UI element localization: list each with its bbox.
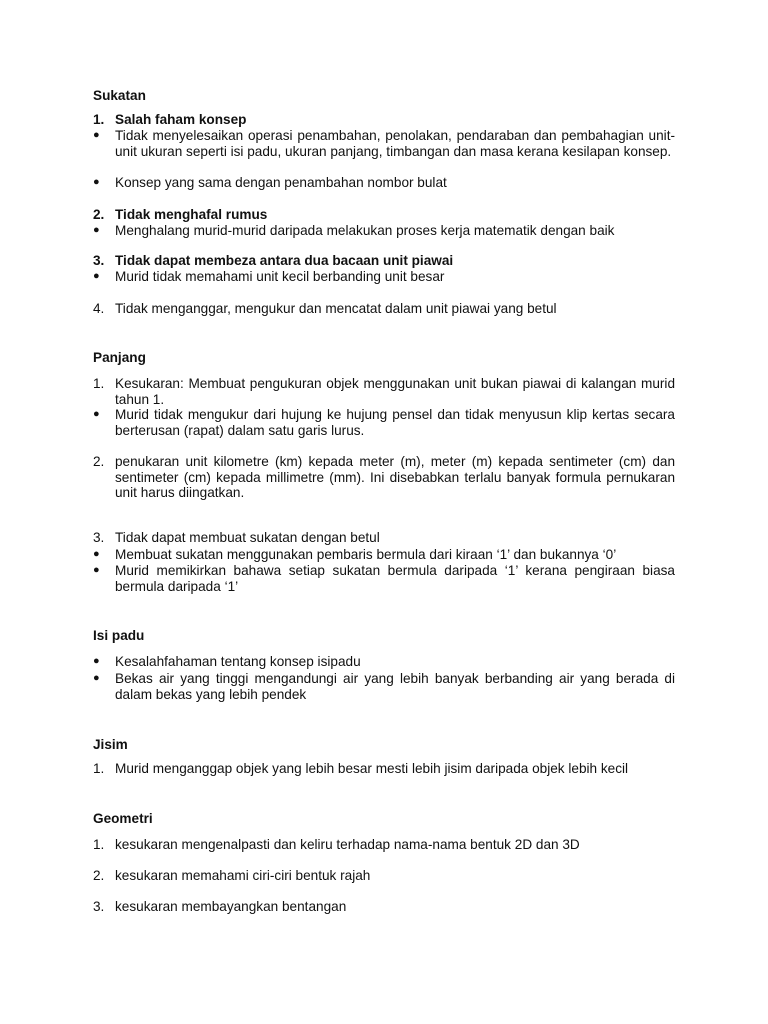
item-title: Salah faham konsep bbox=[115, 112, 247, 127]
item-number: 1. bbox=[93, 761, 105, 776]
bullet-marker: ● bbox=[93, 408, 100, 420]
section-heading-isipadu: Isi padu bbox=[93, 628, 145, 643]
bullet-item bbox=[93, 269, 675, 285]
bullet-marker: ● bbox=[93, 270, 100, 282]
bullet-item bbox=[93, 563, 675, 594]
item-text: Murid menganggap objek yang lebih besar mesti lebih jisim daripada objek lebih kecil bbox=[115, 761, 629, 776]
item-text: kesukaran membayangkan bentangan bbox=[115, 899, 347, 914]
bullet-text: Murid memikirkan bahawa setiap sukatan bermula daripada ‘1’ kerana pengiraan biasa bermula daripada ‘1’ bbox=[115, 563, 675, 594]
bullet-item bbox=[93, 128, 675, 159]
bullet-marker: ● bbox=[93, 672, 100, 684]
item-number: 3. bbox=[93, 253, 105, 268]
bullet-text: Kesalahfahaman tentang konsep isipadu bbox=[115, 654, 361, 669]
bullet-text: Membuat sukatan menggunakan pembaris bermula dari kiraan ‘1’ dan bukannya ‘0’ bbox=[115, 547, 617, 562]
item-text: Tidak dapat membuat sukatan dengan betul bbox=[115, 530, 380, 545]
bullet-marker: ● bbox=[93, 129, 100, 141]
bullet-text: Murid tidak mengukur dari hujung ke hujung pensel dan tidak menyusun klip kertas secara berterusan (rapat) dalam satu garis lurus. bbox=[115, 407, 675, 438]
numbered-item bbox=[93, 530, 675, 546]
bullet-item bbox=[93, 654, 675, 670]
numbered-item bbox=[93, 899, 675, 915]
bullet-marker: ● bbox=[93, 224, 100, 236]
bullet-item bbox=[93, 671, 675, 702]
bullet-marker: ● bbox=[93, 548, 100, 560]
bullet-item bbox=[93, 547, 675, 563]
section-heading-jisim: Jisim bbox=[93, 737, 128, 752]
numbered-item bbox=[93, 837, 675, 853]
bullet-text: Bekas air yang tinggi mengandungi air yang lebih banyak berbanding air yang berada di dalam bekas yang lebih pendek bbox=[115, 671, 675, 702]
bullet-item bbox=[93, 407, 675, 438]
bullet-text: Murid tidak memahami unit kecil berbanding unit besar bbox=[115, 269, 445, 284]
item-title: Tidak menghafal rumus bbox=[115, 207, 268, 222]
item-number: 3. bbox=[93, 899, 105, 914]
section-heading-geometri: Geometri bbox=[93, 811, 153, 826]
bullet-text: Konsep yang sama dengan penambahan nombor bulat bbox=[115, 175, 447, 190]
item-text: kesukaran memahami ciri-ciri bentuk rajah bbox=[115, 868, 371, 883]
numbered-item bbox=[93, 207, 675, 223]
numbered-item bbox=[93, 253, 675, 269]
numbered-item bbox=[93, 376, 675, 407]
bullet-text: Menghalang murid-murid daripada melakukan proses kerja matematik dengan baik bbox=[115, 223, 615, 238]
numbered-item bbox=[93, 761, 675, 777]
section-heading-sukatan: Sukatan bbox=[93, 88, 146, 103]
item-number: 4. bbox=[93, 301, 105, 316]
bullet-item bbox=[93, 223, 675, 239]
item-number: 2. bbox=[93, 868, 105, 883]
bullet-marker: ● bbox=[93, 655, 100, 667]
bullet-marker: ● bbox=[93, 564, 100, 576]
item-number: 2. bbox=[93, 454, 105, 469]
section-heading-panjang: Panjang bbox=[93, 350, 146, 365]
numbered-item bbox=[93, 454, 675, 501]
numbered-item bbox=[93, 868, 675, 884]
item-title: Tidak dapat membeza antara dua bacaan unit piawai bbox=[115, 253, 454, 268]
bullet-text: Tidak menyelesaikan operasi penambahan, penolakan, pendaraban dan pembahagian unit-unit ukuran seperti isi padu, ukuran panjang, timbangan dan masa kerana kesilapan konsep. bbox=[115, 128, 675, 159]
numbered-item bbox=[93, 301, 675, 317]
numbered-item bbox=[93, 112, 675, 128]
item-number: 3. bbox=[93, 530, 105, 545]
item-number: 1. bbox=[93, 112, 105, 127]
item-text: penukaran unit kilometre (km) kepada meter (m), meter (m) kepada sentimeter (cm) dan sentimeter (cm) kepada millimetre (mm). Ini disebabkan terlalu banyak formula pernukaran unit harus diingatkan. bbox=[115, 454, 675, 501]
bullet-marker: ● bbox=[93, 176, 100, 188]
item-text: Kesukaran: Membuat pengukuran objek menggunakan unit bukan piawai di kalangan murid tahun 1. bbox=[115, 376, 675, 407]
item-text: kesukaran mengenalpasti dan keliru terhadap nama-nama bentuk 2D dan 3D bbox=[115, 837, 580, 852]
item-number: 2. bbox=[93, 207, 105, 222]
bullet-item bbox=[93, 175, 675, 191]
item-number: 1. bbox=[93, 376, 105, 391]
item-number: 1. bbox=[93, 837, 105, 852]
item-text: Tidak menganggar, mengukur dan mencatat dalam unit piawai yang betul bbox=[115, 301, 557, 316]
